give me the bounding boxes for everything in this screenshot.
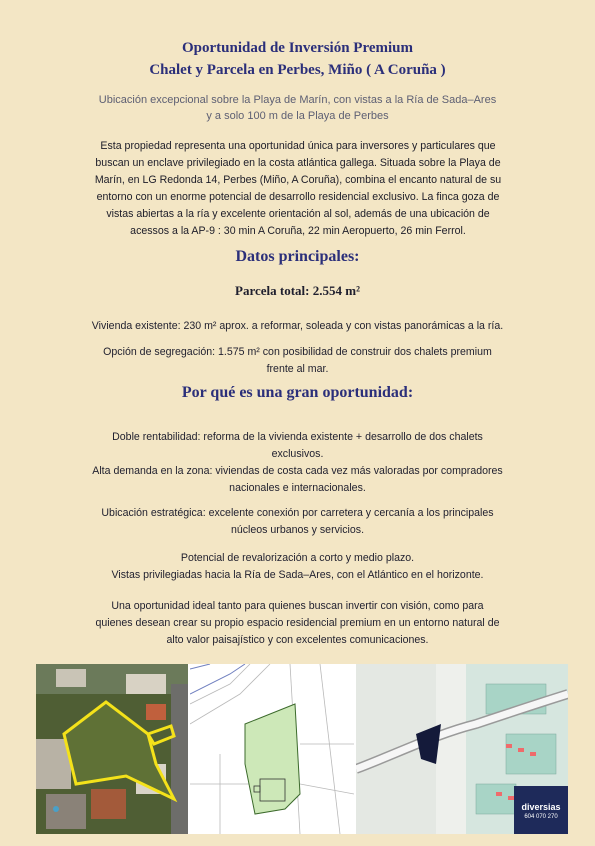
oportunidad-line: Ubicación estratégica: excelente conexión por carretera y cercanía a los principales	[101, 507, 494, 519]
intro-line: vistas abiertas a la ría y excelente orientación al sol, además de una ubicación de	[106, 208, 490, 220]
intro-line: acessos a la AP-9 : 30 min A Coruña, 22 min Aeropuerto, 26 min Ferrol.	[130, 225, 466, 237]
urban-plan-map	[356, 664, 568, 834]
intro-line: Esta propiedad representa una oportunidad única para inversores y particulares que	[100, 140, 496, 152]
oportunidad-line: Doble rentabilidad: reforma de la vivienda existente + desarrollo de dos chalets	[112, 431, 483, 443]
closing-line: quienes desean crear su propio espacio residencial premium en un entorno natural de	[95, 617, 500, 629]
logo-name: diversias	[521, 802, 561, 812]
oportunidad-line: Vistas privilegiadas hacia la Ría de Sada–Ares, con el Atlántico en el horizonte.	[111, 569, 484, 581]
intro-line: Marín, en LG Redonda 14, Perbes (Miño, A Coruña), combina el encanto natural de su	[94, 174, 502, 186]
aerial-photo	[36, 664, 188, 834]
intro-line: entorno con un enorme potencial de desarrollo residencial exclusivo. La finca goza de	[96, 191, 500, 203]
oportunidad-heading: Por qué es una gran oportunidad:	[181, 384, 414, 401]
page-title-line2: Chalet y Parcela en Perbes, Miño ( A Coruña )	[149, 62, 446, 78]
segregacion-line2: frente al mar.	[266, 363, 329, 375]
logo-phone: 604 070 270	[524, 814, 558, 820]
oportunidad-line: exclusivos.	[271, 448, 324, 460]
datos-heading: Datos principales:	[235, 248, 360, 265]
segregacion-line1: Opción de segregación: 1.575 m² con posibilidad de construir dos chalets premium	[103, 346, 492, 358]
closing-line: Una oportunidad ideal tanto para quienes buscan invertir con visión, como para	[111, 600, 484, 612]
parcela-total: Parcela total: 2.554 m²	[235, 283, 360, 298]
diversias-logo	[514, 786, 568, 834]
photo-strip	[36, 664, 568, 834]
oportunidad-line: núcleos urbanos y servicios.	[230, 524, 365, 536]
vivienda-line: Vivienda existente: 230 m² aprox. a reformar, soleada y con vistas panorámicas a la ría.	[91, 320, 504, 332]
subtitle-line2: y a solo 100 m de la Playa de Perbes	[206, 110, 389, 122]
closing-line: alto valor paisajístico y con excelentes comunicaciones.	[166, 634, 429, 646]
oportunidad-line: Potencial de revalorización a corto y medio plazo.	[180, 552, 415, 564]
oportunidad-line: nacionales e internacionales.	[229, 482, 366, 494]
subtitle-line1: Ubicación excepcional sobre la Playa de Marín, con vistas a la Ría de Sada–Ares	[98, 94, 497, 106]
page-title-line1: Oportunidad de Inversión Premium	[182, 40, 413, 56]
intro-paragraph	[78, 138, 518, 240]
intro-line: buscan un enclave privilegiado en la costa atlántica gallega. Situada sobre la Playa de	[95, 157, 501, 169]
oportunidad-line: Alta demanda en la zona: viviendas de costa cada vez más valoradas por compradores	[92, 465, 503, 477]
cadastral-plan	[190, 664, 354, 834]
